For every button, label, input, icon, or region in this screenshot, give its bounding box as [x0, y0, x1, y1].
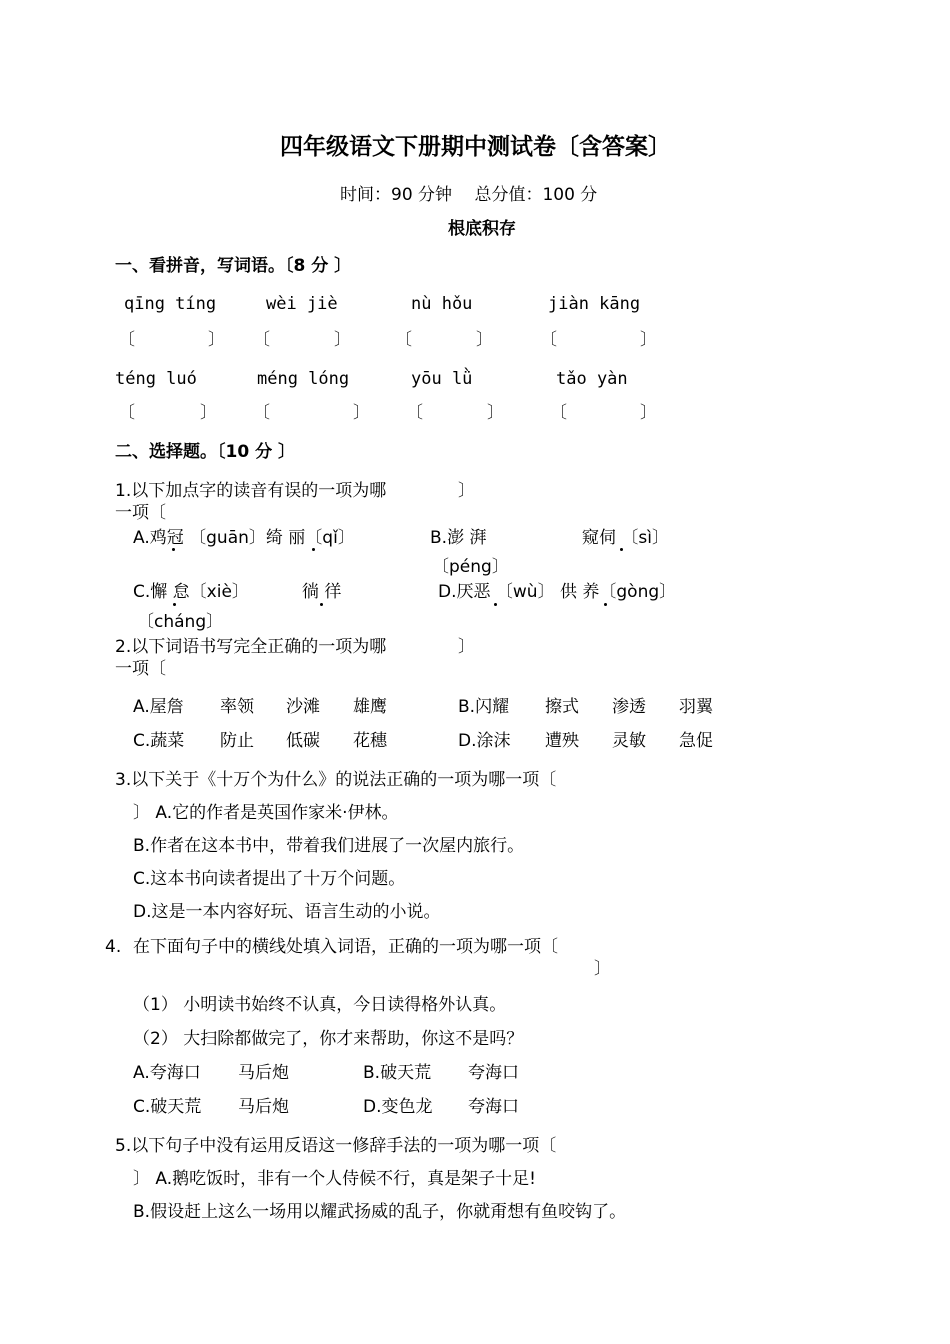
s2-c-3: 低碳 [286, 731, 320, 751]
s2-stem-cont: 一项〔 [115, 659, 166, 679]
s4-d-1: D.变色龙 [363, 1097, 433, 1117]
s2-d-4: 急促 [679, 731, 713, 751]
emphasis-dot [172, 548, 175, 551]
s2-a-1: A.屋詹 [133, 697, 184, 717]
answer-box-close: 〕 [487, 403, 504, 423]
answer-box-close: 〕 [353, 403, 370, 423]
s4-stem-close: 〕 [594, 959, 611, 979]
s4-a-1: A.夸海口 [133, 1063, 201, 1083]
answer-box-open: 〔 [253, 403, 270, 423]
s4-a-2: 马后炮 [238, 1063, 289, 1083]
s1-option-b: B.澎 湃 [430, 528, 487, 548]
answer-box-open: 〔 [550, 403, 567, 423]
s1-option-c: C.懈 怠〔xiè〕 [133, 582, 249, 602]
s2-c-1: C.蔬菜 [133, 731, 185, 751]
s2-b-3: 渗透 [612, 697, 646, 717]
page-title: 四年级语文下册期中测试卷〔含答案〕 [280, 134, 671, 160]
answer-box-open: 〔 [253, 330, 270, 350]
s4-stem: 在下面句子中的横线处填入词语，正确的一项为哪一项〔 [133, 937, 558, 957]
s2-c-2: 防止 [220, 731, 254, 751]
pinyin-7: yōu lǜ [411, 369, 473, 389]
s3-option-d: D.这是一本内容好玩、语言生动的小说。 [133, 902, 441, 922]
s2-a-2: 率领 [220, 697, 254, 717]
s1-option-c-part: 徜 徉 [302, 582, 342, 602]
emphasis-dot [173, 603, 176, 606]
answer-box-open: 〔 [118, 330, 135, 350]
q1-heading: 一、看拼音，写词语。〔8 分 〕 [115, 256, 352, 276]
s4-line-2: （2） 大扫除都做完了，你才来帮助，你这不是吗？ [133, 1029, 524, 1049]
s1-option-c-pinyin: 〔cháng〕 [137, 612, 224, 632]
answer-box-open: 〔 [118, 403, 135, 423]
s2-b-4: 羽翼 [679, 697, 713, 717]
pinyin-8: tǎo yàn [556, 369, 628, 389]
s2-b-2: 擦式 [545, 697, 579, 717]
answer-box-open: 〔 [406, 403, 423, 423]
s1-stem: 1.以下加点字的读音有误的一项为哪 [115, 481, 387, 501]
pinyin-3: nù hǒu [411, 294, 473, 314]
emphasis-dot [604, 603, 607, 606]
emphasis-dot [620, 548, 623, 551]
answer-box-close: 〕 [640, 403, 657, 423]
s3-stem: 3.以下关于《十万个为什么》的说法正确的一项为哪一项〔 [115, 770, 557, 790]
s4-line-1: （1） 小明读书始终不认真，今日读得格外认真。 [133, 995, 507, 1015]
pinyin-2: wèi jiè [266, 294, 338, 314]
answer-box-open: 〔 [540, 330, 557, 350]
s5-option-a: 〕 A.鹅吃饭时，非有一个人侍候不行，真是架子十足! [133, 1169, 536, 1189]
pinyin-4: jiàn kāng [548, 294, 641, 314]
s1-stem-close: 〕 [458, 481, 475, 501]
s1-stem-cont: 一项〔 [115, 503, 166, 523]
q2-heading: 二、选择题。〔10 分 〕 [115, 442, 295, 462]
s1-option-b-pinyin: 〔péng〕 [432, 557, 509, 577]
emphasis-dot [312, 548, 315, 551]
s3-option-c: C.这本书向读者提出了十万个问题。 [133, 869, 406, 889]
answer-box-close: 〕 [334, 330, 351, 350]
pinyin-5: téng luó [115, 369, 197, 389]
s4-c-1: C.破天荒 [133, 1097, 202, 1117]
s1-option-a: A.鸡冠 〔guān〕绮 丽〔qǐ〕 [133, 528, 355, 548]
s2-d-3: 灵敏 [612, 731, 646, 751]
s1-option-b-part: 窥伺 〔sì〕 [582, 528, 669, 548]
s2-b-1: B.闪耀 [458, 697, 510, 717]
emphasis-dot [320, 603, 323, 606]
answer-box-close: 〕 [200, 403, 217, 423]
answer-box-open: 〔 [395, 330, 412, 350]
emphasis-dot [494, 603, 497, 606]
s2-a-3: 沙滩 [286, 697, 320, 717]
s2-stem-close: 〕 [458, 637, 475, 657]
s5-option-b: B.假设赶上这么一场用以耀武扬威的乱子，你就甭想有鱼咬钩了。 [133, 1202, 627, 1222]
s3-option-b: B.作者在这本书中，带着我们进展了一次屋内旅行。 [133, 836, 525, 856]
s2-stem: 2.以下词语书写完全正确的一项为哪 [115, 637, 387, 657]
s2-d-1: D.涂沫 [458, 731, 511, 751]
section-title: 根底积存 [448, 219, 516, 239]
s4-number: 4. [105, 937, 122, 957]
exam-meta: 时间：90 分钟 总分值：100 分 [340, 185, 598, 205]
s3-option-a: 〕 A.它的作者是英国作家米·伊林。 [133, 803, 399, 823]
pinyin-6: méng lóng [257, 369, 350, 389]
s2-a-4: 雄鹰 [353, 697, 387, 717]
s1-option-d: D.厌恶 〔wù〕 供 养〔gòng〕 [438, 582, 677, 602]
s5-stem: 5.以下句子中没有运用反语这一修辞手法的一项为哪一项〔 [115, 1136, 557, 1156]
s4-c-2: 马后炮 [238, 1097, 289, 1117]
s4-b-1: B.破天荒 [363, 1063, 432, 1083]
answer-box-close: 〕 [208, 330, 225, 350]
answer-box-close: 〕 [640, 330, 657, 350]
answer-box-close: 〕 [476, 330, 493, 350]
s4-b-2: 夸海口 [468, 1063, 519, 1083]
s4-d-2: 夸海口 [468, 1097, 519, 1117]
s2-d-2: 遭殃 [545, 731, 579, 751]
s2-c-4: 花穗 [353, 731, 387, 751]
pinyin-1: qīng tíng [124, 294, 217, 314]
